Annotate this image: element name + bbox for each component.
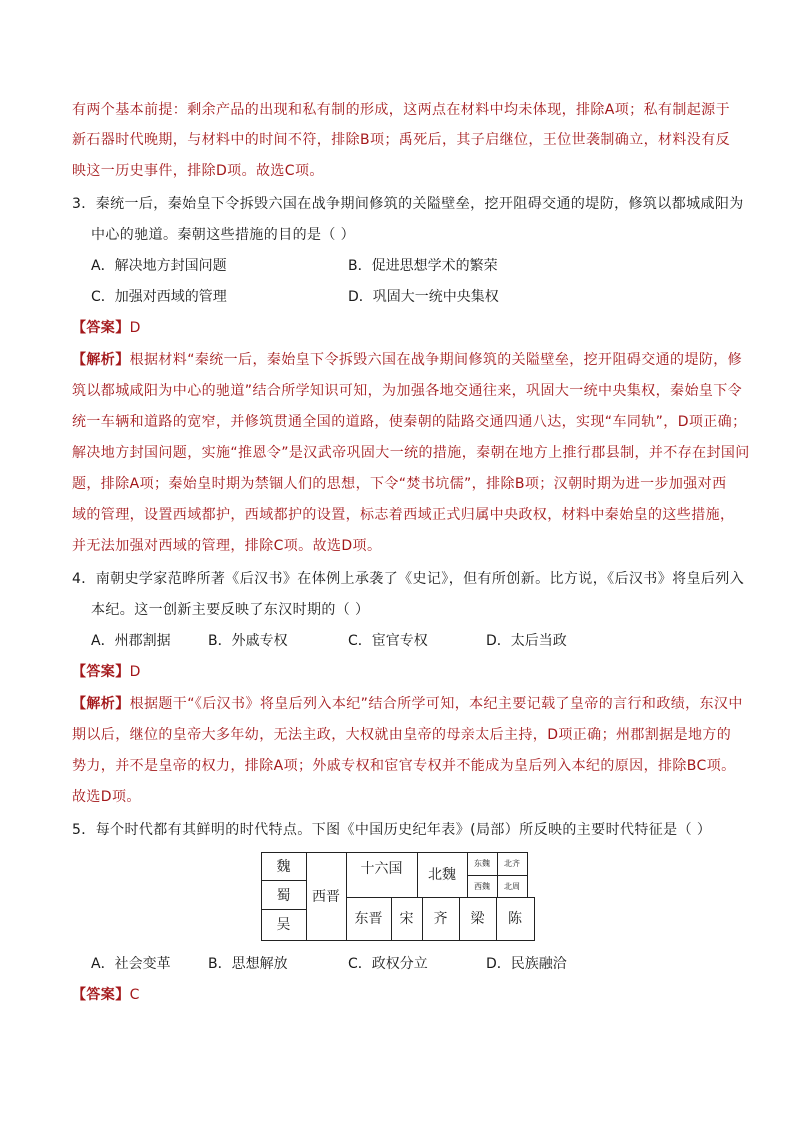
cell-liang: 梁 — [470, 911, 485, 927]
intro-line-3: 映这一历史事件，排除D项。故选C项。 — [72, 163, 324, 179]
q3-analysis-line-6: 域的管理，设置西域都护，西域都护的设置，标志着西域正式归属中央政权，材料中秦始皇的这些措施， — [72, 507, 735, 523]
chronology-table — [261, 852, 535, 941]
q3-analysis-line-5: 题，排除A项；秦始皇时期为禁锢人们的思想，下令“焚书坑儒”，排除B项；汉朝时期为进一步加强对西 — [72, 476, 727, 492]
q4-stem-line-1: 4．南朝史学家范晔所著《后汉书》在体例上承袭了《史记》，但有所创新。比方说，《后汉书》将皇后列入 — [72, 571, 745, 587]
q3-option-d: D．巩固大一统中央集权 — [348, 289, 499, 305]
cell-wu: 吴 — [276, 917, 291, 933]
q5-stem-line-1: 5．每个时代都有其鲜明的时代特点。下图《中国历史纪年表》(局部）所反映的主要时代特征是（ ） — [72, 822, 712, 838]
analysis-text: 根据材料“秦统一后，秦始皇下令拆毁六国在战争期间修筑的关隘壁垒，挖开阻碍交通的堤防，修 — [129, 352, 743, 368]
q3-analysis-line-3: 统一车辆和道路的宽窄，并修筑贯通全国的道路，使秦朝的陆路交通四通八达，实现“车同轨”，D项正确； — [72, 414, 747, 430]
q4-analysis-line-3: 势力，并不是皇帝的权力，排除A项；外戚专权和宦官专权并不能成为皇后列入本纪的原因，排除BC项。 — [72, 758, 736, 774]
cell-chen: 陈 — [508, 911, 522, 927]
answer-value: D — [129, 320, 141, 336]
answer-tag: 【答案】 — [72, 987, 130, 1003]
table-border — [261, 852, 527, 853]
q5-option-c: C．政权分立 — [348, 956, 428, 972]
cell-shiliuguo: 十六国 — [360, 861, 403, 877]
q4-analysis-line-2: 期以后，继位的皇帝大多年幼，无法主政，大权就由皇帝的母亲太后主持，D项正确；州郡割据是地方的 — [72, 727, 732, 743]
table-border — [261, 940, 535, 941]
q4-stem-line-2: 本纪。这一创新主要反映了东汉时期的（ ） — [91, 602, 370, 618]
q3-analysis-line-2: 筑以都城咸阳为中心的驰道”结合所学知识可知，为加强各地交通往来，巩固大一统中央集权，秦始皇下令 — [72, 383, 743, 399]
q3-answer — [72, 318, 141, 338]
q3-stem-line-1: 3．秦统一后，秦始皇下令拆毁六国在战争期间修筑的关隘壁垒，挖开阻碍交通的堤防，修筑以都城咸阳为 — [72, 196, 744, 212]
cell-wei: 魏 — [276, 859, 291, 875]
q4-option-c: C．宦官专权 — [348, 633, 428, 649]
cell-xiwei: 西魏 — [474, 882, 490, 891]
analysis-tag: 【解析】 — [72, 352, 130, 368]
cell-dongwei: 东魏 — [474, 859, 490, 868]
q5-answer — [72, 985, 140, 1005]
table-border — [346, 897, 535, 898]
q4-analysis-line-1 — [72, 694, 743, 714]
intro-line-2: 新石器时代晚期，与材料中的时间不符，排除B项；禹死后，其子启继位，王位世袭制确立，材料没有反 — [72, 132, 731, 148]
q4-option-a: A．州郡割据 — [91, 633, 171, 649]
q3-option-b: B．促进思想学术的繁荣 — [348, 258, 498, 274]
cell-xijin: 西晋 — [312, 889, 340, 905]
cell-beiqi: 北齐 — [504, 859, 520, 868]
q5-option-b: B．思想解放 — [208, 956, 288, 972]
q4-analysis-line-4: 故选D项。 — [72, 789, 141, 805]
cell-shu: 蜀 — [276, 888, 291, 904]
table-border — [534, 897, 535, 941]
q3-stem-line-2: 中心的驰道。秦朝这些措施的目的是（ ） — [91, 227, 356, 243]
analysis-tag: 【解析】 — [72, 696, 130, 712]
answer-tag: 【答案】 — [72, 320, 130, 336]
cell-qi: 齐 — [433, 911, 448, 927]
cell-beiwei: 北魏 — [428, 867, 456, 883]
q3-analysis-line-4: 解决地方封国问题，实施“推恩令”是汉武帝巩固大一统的措施，秦朝在地方上推行郡县制，并不存在封国问 — [72, 445, 750, 461]
q3-analysis-line-1 — [72, 350, 742, 370]
q4-option-b: B．外戚专权 — [208, 633, 288, 649]
q5-option-a: A．社会变革 — [91, 956, 171, 972]
table-border — [261, 880, 306, 881]
q4-answer — [72, 662, 141, 682]
cell-beizhou: 北周 — [504, 882, 520, 891]
cell-dongjin: 东晋 — [354, 911, 383, 927]
table-border — [261, 909, 306, 910]
q4-option-d: D．太后当政 — [486, 633, 567, 649]
q3-analysis-line-7: 并无法加强对西域的管理，排除C项。故选D项。 — [72, 538, 382, 554]
q5-option-d: D．民族融洽 — [486, 956, 567, 972]
analysis-text: 根据题干“《后汉书》将皇后列入本纪”结合所学可知，本纪主要记载了皇帝的言行和政绩，东汉中 — [129, 696, 743, 712]
answer-tag: 【答案】 — [72, 664, 130, 680]
q3-option-c: C．加强对西域的管理 — [91, 289, 227, 305]
q3-option-a: A．解决地方封国问题 — [91, 258, 227, 274]
intro-line-1: 有两个基本前提：剩余产品的出现和私有制的形成，这两点在材料中均未体现，排除A项；私有制起源于 — [72, 102, 730, 118]
table-border — [467, 875, 528, 876]
answer-value: C — [129, 987, 140, 1003]
answer-value: D — [129, 664, 141, 680]
cell-song: 宋 — [399, 911, 414, 927]
